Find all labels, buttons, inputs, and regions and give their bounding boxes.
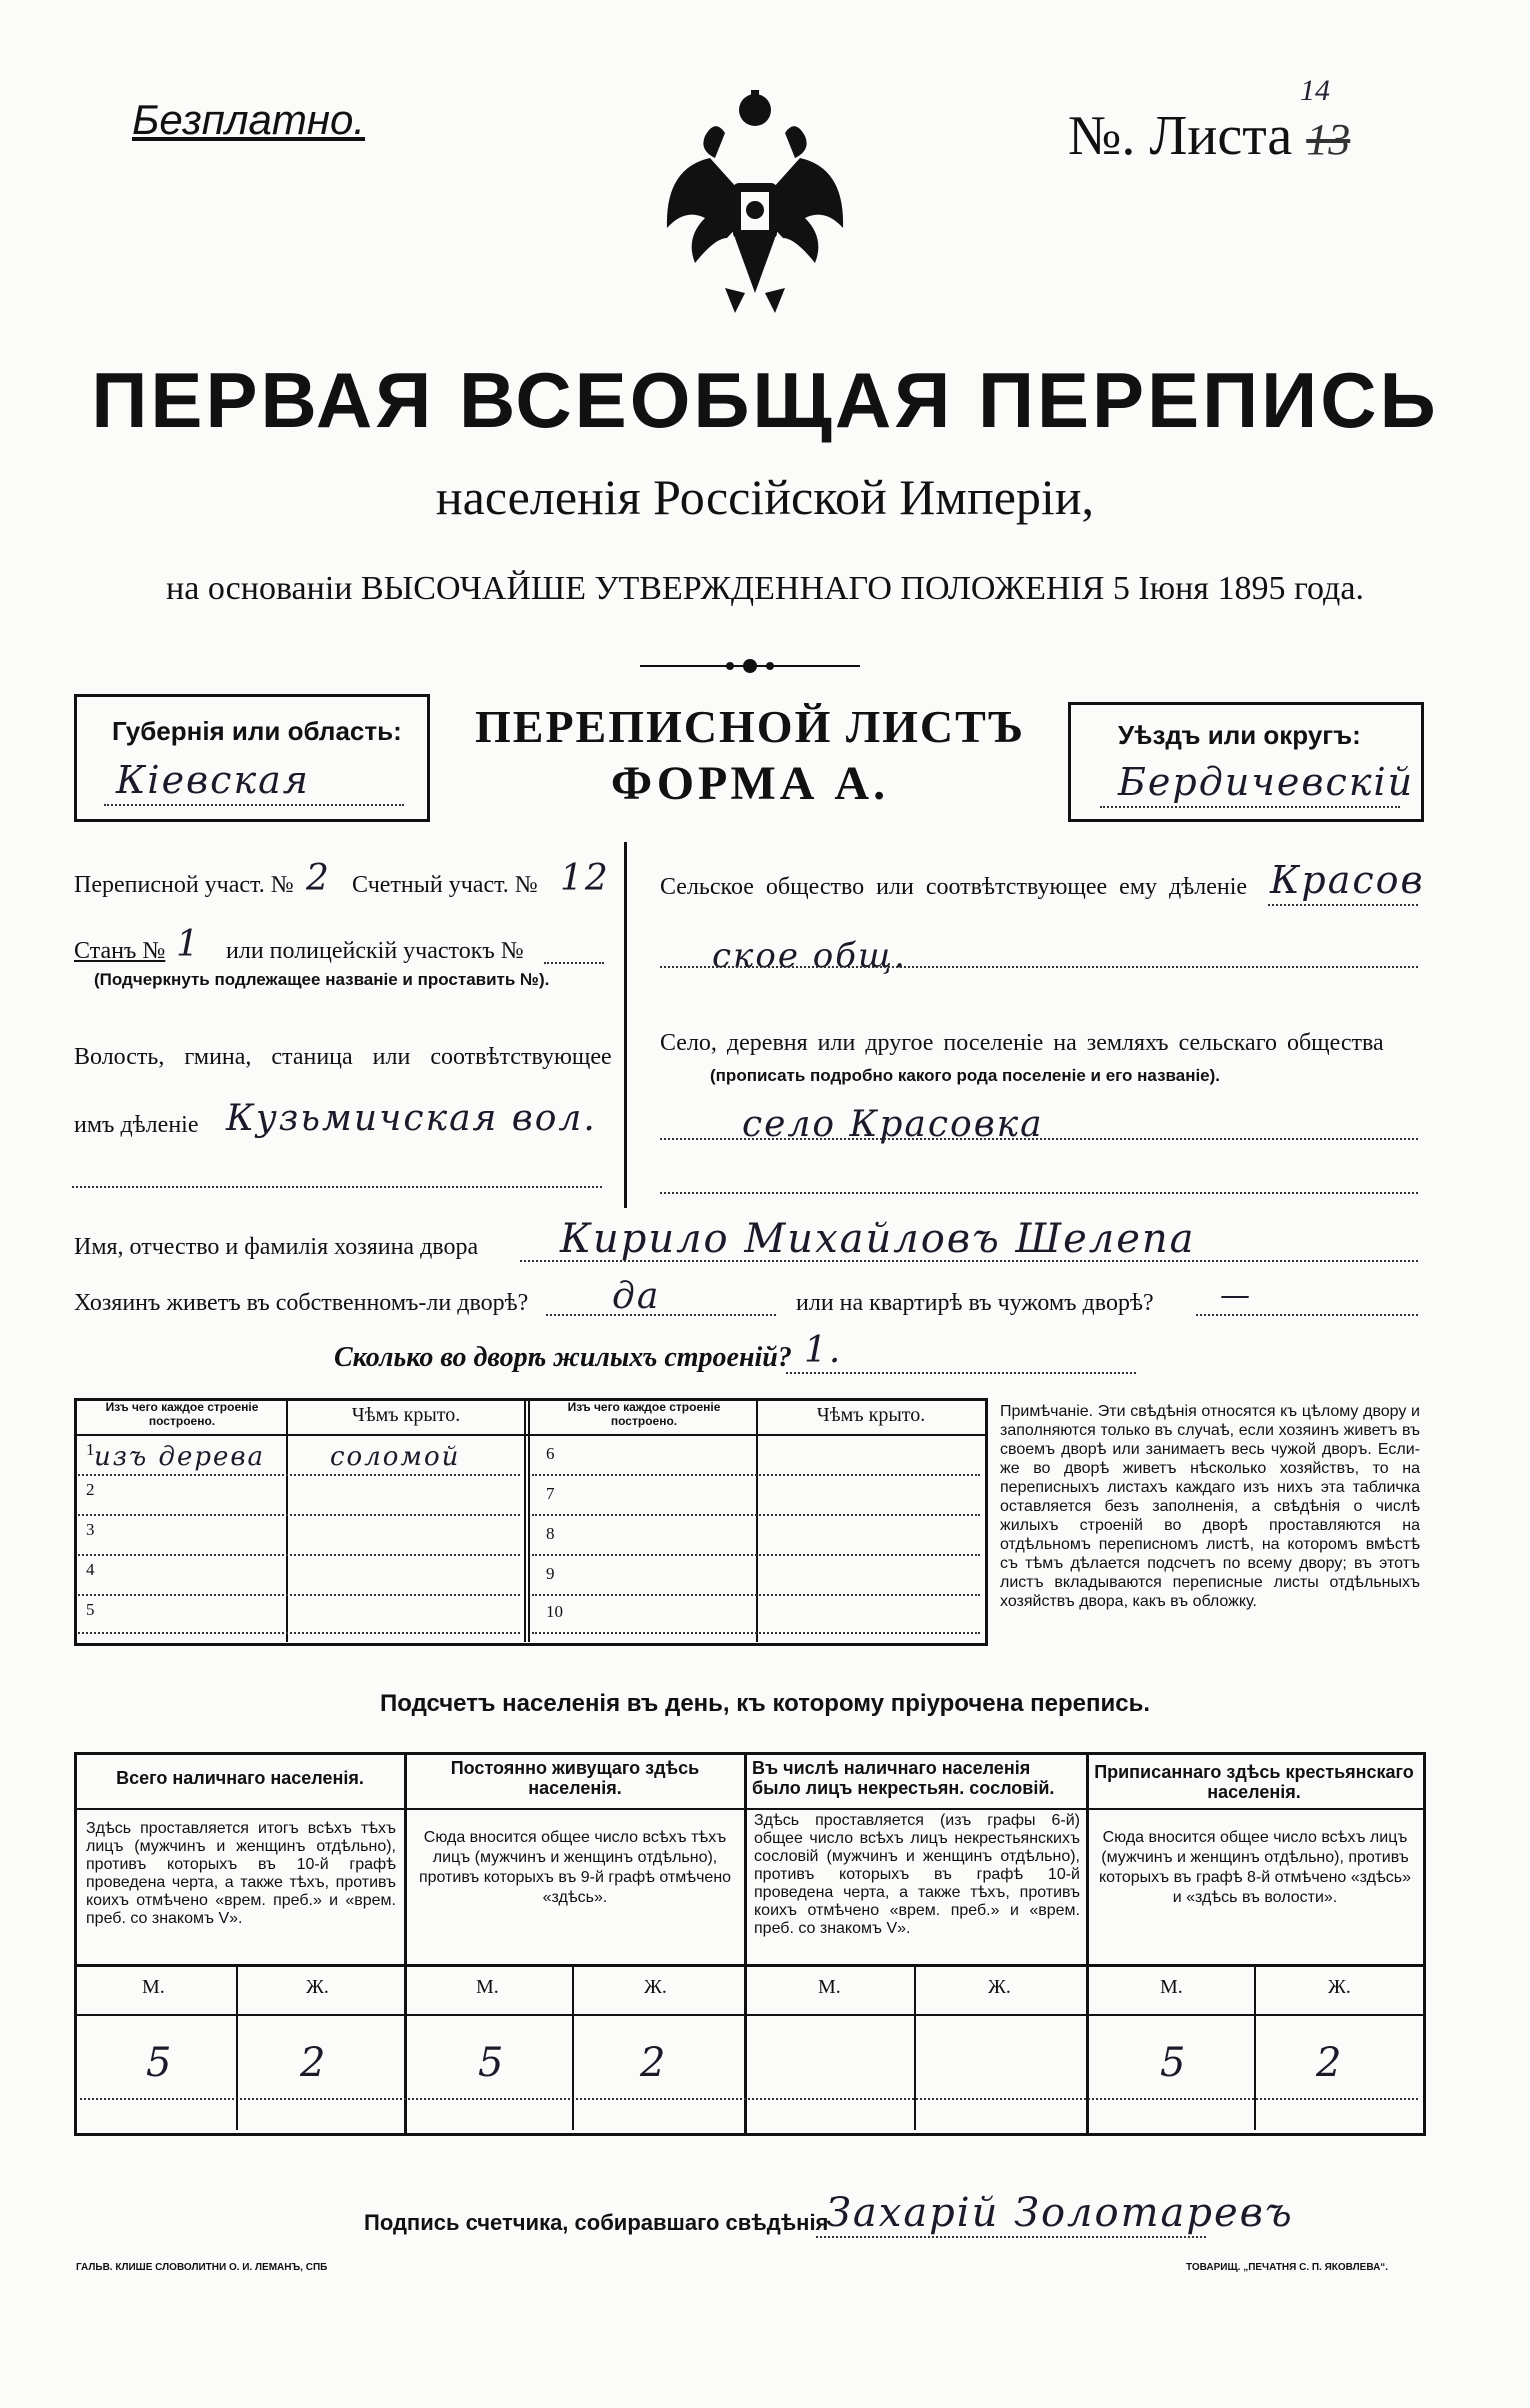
free-label: Безплатно. <box>132 96 366 143</box>
form-title: ПЕРЕПИСНОЙ ЛИСТЪ <box>474 701 1026 752</box>
census-district-label: Переписной участ. № <box>74 872 294 898</box>
village-society-value-1: Красов <box>1270 858 1425 902</box>
pop-m-label: М. <box>818 1976 841 1998</box>
right-imprint: ТОВАРИЩ. „ПЕЧАТНЯ С. П. ЯКОВЛЕВА“. <box>1186 2262 1389 2273</box>
row-line <box>532 1514 980 1516</box>
owner-value: Кирило Михайловъ Шелепа <box>560 1216 1196 1262</box>
row-line <box>78 1474 520 1476</box>
pop-m-value: 5 <box>478 2040 506 2086</box>
owner-line <box>520 1260 1418 1262</box>
row-number: 8 <box>546 1524 555 1543</box>
page-subtitle: населенія Россійской Имперіи, <box>435 469 1095 525</box>
uezd-label: Уѣздъ или округъ: <box>1118 720 1361 750</box>
ornament-divider <box>640 656 860 676</box>
row-number: 4 <box>86 1560 95 1579</box>
own-yard-label: Хозяинъ живетъ въ собственномъ-ли дворѣ? <box>74 1290 529 1316</box>
row-number: 6 <box>546 1444 555 1463</box>
signature-label: Подпись счетчика, собиравшаго свѣдѣнія <box>364 2210 829 2235</box>
pop-f-label: Ж. <box>1328 1976 1351 1998</box>
page-title: ПЕРВАЯ ВСЕОБЩАЯ ПЕРЕПИСЬ <box>91 356 1439 444</box>
row-number: 9 <box>546 1564 555 1583</box>
col-roof-right: Чѣмъ крыто. <box>816 1404 926 1426</box>
village-society-label: Сельское общество или соотвѣтствующее ему дѣленіе <box>660 874 1248 900</box>
col-material-right: Изъ чего каждое строеніе построено. <box>567 1400 721 1428</box>
row-line <box>78 1514 520 1516</box>
pop-col-desc: Сюда вносится общее число всѣхъ лицъ (мужчинъ и женщинъ отдѣльно), противъ которыхъ въ графѣ 8-й отмѣчено «здѣсь» и «здѣсь въ волости». <box>1098 1829 1412 1906</box>
row-line <box>78 1554 520 1556</box>
pop-m-label: М. <box>142 1976 165 1998</box>
basis-line: на основаніи ВЫСОЧАЙШЕ УТВЕРЖДЕННАГО ПОЛОЖЕНІЯ 5 Іюня 1895 года. <box>166 570 1364 607</box>
pop-col-title: Всего наличнаго населенія. <box>116 1768 364 1788</box>
buildings-head-line <box>74 1434 988 1436</box>
pop-f-value: 2 <box>300 2040 328 2086</box>
row-line <box>78 1632 520 1634</box>
stan-value: 1 <box>176 924 201 965</box>
pop-m-label: М. <box>476 1976 499 1998</box>
pop-col-desc: Здѣсь проставляется (изъ графы 6-й) общее число всѣхъ лицъ некрестьянскихъ сословій (мужчинъ и женщинъ отдѣльно), противъ которыхъ въ графѣ 10-й проведена черта, а также тѣхъ, противъ коихъ отмѣчено «врем. преб.» и «врем. преб. со знакомъ V». <box>754 1812 1080 1937</box>
pop-f-label: Ж. <box>306 1976 329 1998</box>
gubernia-value: Кіевская <box>116 758 310 802</box>
owner-label: Имя, отчество и фамилія хозяина двора <box>74 1234 479 1260</box>
settlement-label: Село, деревня или другое поселеніе на земляхъ сельскаго общества <box>660 1030 1384 1056</box>
pop-mf-line <box>74 2014 1426 2016</box>
buildings-note: Примѣчаніе. Эти свѣдѣнія относятся къ цѣлому двору и заполняются только въ случаѣ, если хозяинъ живетъ въ своемъ дворѣ или занимаетъ весь чужой дворъ. Если-же во дворѣ живетъ нѣсколько хозяйствъ, то на переписныхъ листахъ каждаго изъ нихъ эта табличка оставляется безъ заполненія, а свѣдѣнія о числѣ жилыхъ строеній во дворѣ проставляются на отдѣльномъ переписномъ листѣ, на которомъ вмѣстѣ съ тѣмъ дѣлается подсчетъ по всему двору; въ этотъ листъ вкладываются переписные листы отдѣльныхъ хозяйствъ двора, какъ въ обложку. <box>1000 1403 1420 1610</box>
population-heading: Подсчетъ населенія въ день, къ которому пріурочена перепись. <box>380 1690 1150 1717</box>
buildings-value: 1. <box>804 1330 843 1371</box>
sheet-label: №. Листа <box>1068 105 1293 167</box>
own-yard-value: да <box>612 1276 661 1317</box>
census-district-value: 2 <box>306 858 331 899</box>
signature-line <box>816 2236 1206 2238</box>
imperial-eagle-emblem <box>655 88 855 328</box>
pop-value-line <box>80 2098 1418 2100</box>
own-yard-line <box>546 1314 776 1316</box>
left-imprint: ГАЛЬВ. КЛИШЕ СЛОВОЛИТНИ О. И. ЛЕМАНЪ, СПБ <box>76 2262 328 2273</box>
counting-district-value: 12 <box>560 858 610 899</box>
row-line <box>78 1594 520 1596</box>
details-divider <box>624 842 627 1208</box>
buildings-line <box>786 1372 1136 1374</box>
gubernia-label: Губернія или область: <box>112 716 402 746</box>
signature-value: Захарій Золотаревъ <box>826 2190 1294 2236</box>
rented-value: — <box>1220 1278 1252 1313</box>
pop-m-value: 5 <box>146 2040 174 2086</box>
rented-label: или на квартирѣ въ чужомъ дворѣ? <box>796 1290 1154 1316</box>
pop-mf-sep-2 <box>572 1964 574 2130</box>
underline-note: (Подчеркнуть подлежащее названіе и проставить №). <box>94 970 550 989</box>
police-label: или полицейскій участокъ № <box>226 938 524 964</box>
settlement-line-1 <box>660 1138 1418 1140</box>
gubernia-line <box>104 804 404 806</box>
row-roof: соломой <box>330 1442 461 1472</box>
village-society-line-1 <box>1268 904 1418 906</box>
row-number: 10 <box>546 1602 563 1621</box>
row-line <box>532 1554 980 1556</box>
pop-f-label: Ж. <box>988 1976 1011 1998</box>
stan-label: Станъ № <box>74 938 166 964</box>
col-material-left: Изъ чего каждое строеніе построено. <box>105 1400 259 1428</box>
row-number: 1 <box>86 1440 95 1459</box>
pop-mf-sep-3 <box>914 1964 916 2130</box>
pop-f-value: 2 <box>640 2040 668 2086</box>
pop-title-line <box>74 1808 1426 1810</box>
uezd-line <box>1100 806 1400 808</box>
pop-col-desc: Здѣсь проставляется итогъ всѣхъ тѣхъ лицъ (мужчинъ и женщинъ отдѣльно), противъ которыхъ въ 10-й графѣ проведена черта, а также тѣхъ, противъ коихъ отмѣчено «врем. преб.» и «врем. преб. со знакомъ V». <box>86 1820 396 1927</box>
buildings-label: Сколько во дворѣ жилыхъ строеній? <box>334 1342 792 1373</box>
sheet-number-struck: 13 <box>1306 115 1351 164</box>
volost-value: Кузьмичская вол. <box>226 1098 597 1139</box>
pop-f-label: Ж. <box>644 1976 667 1998</box>
volost-label-2: имъ дѣленіе <box>74 1112 199 1138</box>
col-roof-left: Чѣмъ крыто. <box>351 1404 461 1426</box>
pop-desc-line <box>74 1964 1426 1967</box>
settlement-value: село Красовка <box>742 1104 1044 1145</box>
row-material: изъ дерева <box>94 1442 266 1472</box>
uezd-value: Бердичевскій <box>1118 760 1415 804</box>
pop-col-title: Въ числѣ наличнаго населенія было лицъ некрестьян. сословій. <box>752 1758 1055 1798</box>
pop-f-value: 2 <box>1316 2040 1344 2086</box>
pop-col-title: Приписаннаго здѣсь крестьянскаго населенія. <box>1094 1762 1414 1802</box>
pop-m-label: М. <box>1160 1976 1183 1998</box>
village-society-line-2 <box>660 966 1418 968</box>
counting-district-label: Счетный участ. № <box>352 872 538 898</box>
pop-mf-sep-4 <box>1254 1964 1256 2130</box>
village-society-value-2: ское общ. <box>712 936 907 976</box>
pop-col-title: Постоянно живущаго здѣсь населенія. <box>450 1758 700 1798</box>
pop-mf-sep-1 <box>236 1964 238 2130</box>
rented-line <box>1196 1314 1418 1316</box>
volost-line <box>72 1186 602 1188</box>
settlement-line-2 <box>660 1192 1418 1194</box>
sheet-number-new: 14 <box>1300 74 1330 107</box>
row-number: 5 <box>86 1600 95 1619</box>
row-line <box>532 1474 980 1476</box>
row-number: 7 <box>546 1484 555 1503</box>
form-subtitle: ФОРМА А. <box>610 757 890 810</box>
sheet-number <box>1068 74 1351 168</box>
pop-m-value: 5 <box>1160 2040 1188 2086</box>
row-number: 2 <box>86 1480 95 1499</box>
row-line <box>532 1632 980 1634</box>
police-line <box>544 962 604 964</box>
pop-col-desc: Сюда вносится общее число всѣхъ тѣхъ лицъ (мужчинъ и женщинъ отдѣльно), противъ которыхъ въ 9-й графѣ отмѣчено «здѣсь». <box>418 1829 732 1906</box>
volost-label-1: Волость, гмина, станица или соотвѣтствующее <box>74 1044 612 1070</box>
settlement-note: (прописать подробно какого рода поселеніе и его названіе). <box>710 1066 1221 1085</box>
row-line <box>532 1594 980 1596</box>
row-number: 3 <box>86 1520 95 1539</box>
